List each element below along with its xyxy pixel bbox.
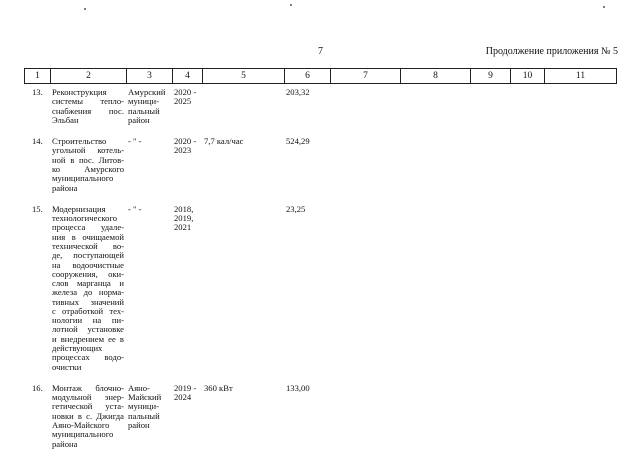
project-name-line: очистки [52,361,82,372]
project-name-line: Реконструкция [52,87,107,97]
empty-cell [400,137,470,205]
project-name-line: на водоочистные [52,259,124,270]
period-line: 2019, [174,213,194,224]
project-name-line: с отработкой тех- [52,305,124,316]
capacity-cell [202,88,284,137]
column-number: 1 [25,69,51,84]
empty-cell [544,205,616,384]
project-name-line: действующих [52,343,103,354]
municipality-line: Амурский [128,87,166,97]
period-line: 2020 - [174,87,197,97]
empty-cell [470,384,510,461]
project-name-line: ко Амурского [52,163,124,174]
amount-cell: 203,32 [286,87,310,97]
project-name-line: сооружения, оки- [52,268,124,279]
municipality-line: Аяно- [128,382,150,393]
period-cell [172,205,202,384]
row-number: 16. [32,382,43,393]
period-line: 2023 [174,145,192,156]
project-name-line: системы тепло- [52,96,124,107]
project-name-line: Монтаж блочно- [52,382,124,393]
scan-speck [84,8,86,10]
amount-cell: 524,29 [286,136,310,147]
period-line: 2024 [174,392,192,403]
capacity-cell [202,205,284,384]
table-row [24,384,616,461]
project-name-line: Аяно-Майского [52,420,110,430]
project-name-line: нологии на пи- [52,315,124,326]
empty-cell [510,88,544,137]
municipality-cell [126,384,172,461]
project-name-line: технической во- [52,240,124,251]
column-number: 5 [203,69,285,84]
row-number: 13. [32,87,43,97]
project-name-line: технологического [52,213,118,224]
amount-cell: 23,25 [286,203,306,214]
project-name-cell [50,205,126,384]
scan-speck [603,6,605,8]
project-name-cell [50,384,126,461]
amount-cell: 133,00 [286,382,310,393]
project-name-line: муниципального [52,429,114,440]
project-name-line: слов марганца и [52,278,124,289]
empty-cell [510,205,544,384]
project-name-line: тивных значений [52,296,124,307]
empty-cell [544,88,616,137]
municipality-line: район [128,114,150,125]
municipality-line: Майский [128,392,162,403]
empty-cell [400,205,470,384]
municipality-cell [126,88,172,137]
empty-cell [400,88,470,137]
project-name-line: района [52,182,78,193]
column-number: 3 [127,69,173,84]
municipality-cell [126,205,172,384]
empty-cell [470,88,510,137]
municipality-cell [126,137,172,205]
row-number: 15. [32,203,43,214]
period-cell [172,88,202,137]
empty-cell [330,137,400,205]
project-name-line: муниципального [52,173,114,184]
project-name-line: гетической уста- [52,401,124,412]
period-cell [172,384,202,461]
empty-cell [330,88,400,137]
municipality-line: - " - [128,203,142,214]
column-number: 7 [331,69,401,84]
period-line: 2025 [174,96,192,107]
municipality-line: пальный [128,105,160,116]
project-name-line: ния в очищаемой [52,231,124,242]
column-number: 8 [401,69,471,84]
municipality-line: муници- [128,96,159,107]
page-number: 7 [318,46,323,57]
municipality-line: пальный [128,410,160,421]
project-name-line: района [52,438,78,449]
empty-cell [470,137,510,205]
project-name-line: и внедрением ее в [52,333,124,344]
column-number: 11 [545,69,617,84]
column-number: 4 [173,69,203,84]
table-row [24,88,616,137]
project-name-cell [50,137,126,205]
row-number: 14. [32,136,43,147]
empty-cell [470,205,510,384]
empty-cell [544,137,616,205]
column-number: 10 [511,69,545,84]
project-name-cell [50,88,126,137]
project-name-line: угольной котель- [52,145,124,156]
period-cell [172,137,202,205]
project-table [24,88,616,461]
table-row [24,205,616,384]
empty-cell [330,384,400,461]
period-line: 2018, [174,203,194,214]
capacity-cell: 7,7 кал/час [204,136,244,147]
column-number: 6 [285,69,331,84]
project-name-line: процесса удале- [52,222,124,233]
capacity-cell: 360 кВт [204,382,233,393]
scan-speck [290,4,292,6]
empty-cell [510,137,544,205]
project-name-line: новки в с. Джигда [52,410,124,421]
period-line: 2021 [174,222,192,233]
project-name-line: Строительство [52,136,107,147]
table-row [24,137,616,205]
project-name-line: железа до норма- [52,287,124,298]
project-name-line: Модернизация [52,203,106,214]
period-line: 2019 - [174,382,197,393]
empty-cell [330,205,400,384]
project-name-line: де, поступающей [52,250,124,261]
column-number: 9 [471,69,511,84]
project-name-line: лотной установке [52,324,124,335]
empty-cell [400,384,470,461]
project-name-line: модульной энер- [52,392,124,403]
column-number: 2 [51,69,127,84]
municipality-line: - " - [128,136,142,147]
municipality-line: муници- [128,401,159,412]
municipality-line: район [128,420,150,430]
empty-cell [510,384,544,461]
column-number-header [24,68,617,84]
project-name-line: Эльбан [52,114,79,125]
project-name-line: снабжения пос. [52,105,124,116]
empty-cell [544,384,616,461]
continuation-title: Продолжение приложения № 5 [485,46,618,57]
project-name-line: ной в пос. Литов- [52,154,124,165]
period-line: 2020 - [174,136,197,147]
project-name-line: процессах водо- [52,352,124,363]
table-body [24,88,616,461]
